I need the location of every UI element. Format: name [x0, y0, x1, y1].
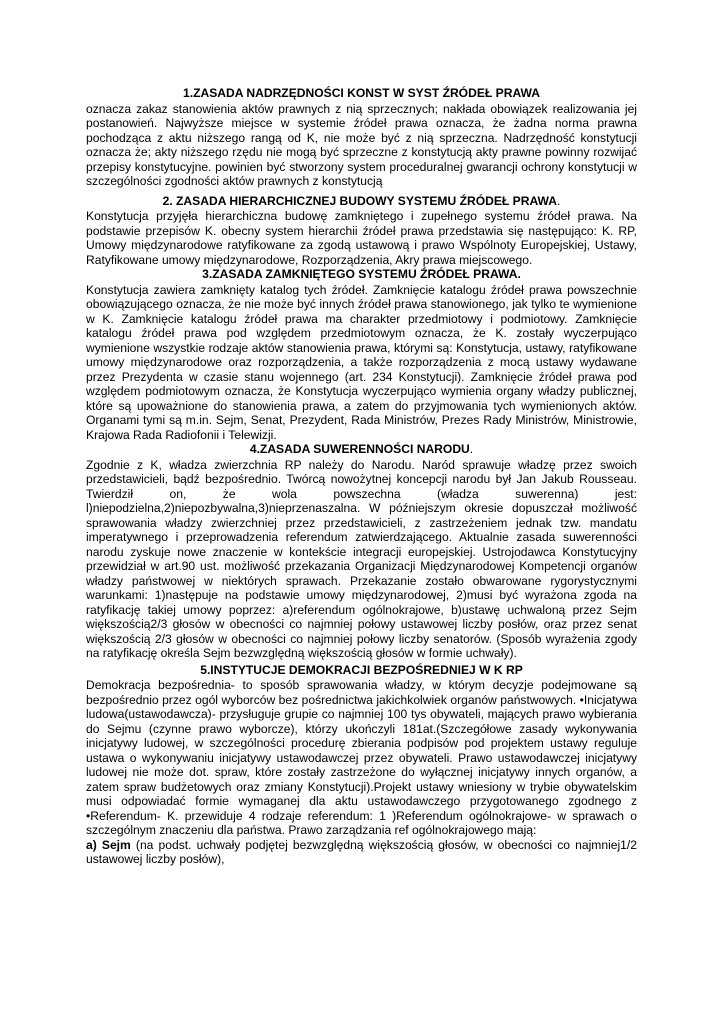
section-4-heading [86, 442, 637, 458]
section-2-paragraph: Konstytucja przyjęła hierarchiczna budowę zamkniętego i zupełnego systemu źródeł prawa. Na podstawie przepisów K. obecny system hierarchii źródeł prawa przedstawia się następująco: K. RP, Umowy międzynarodowe ratyfikowane za zgodą ustawową i prawo Wspólnoty Europejskiej, Ustawy, Ratyfikowane umowy międzynarodowe, Rozporządzenia, Akry prawa miejscowego. [86, 209, 637, 267]
section-5-paragraph: Demokracja bezpośrednia- to sposób sprawowania władzy, w którym decyzje podejmowane są bezpośrednio przez ogól wyborców bez pośrednictwa jakichkolwiek organów państwowych. •Inicjatywa ludowa(ustawodawcza)- przysługuje grupie co najmniej 100 tys obywateli, mających prawo wybierania do Sejmu (czynne prawo wyborcze), którzy ukończyli 181at.(Szczegółowe zasady wykonywania inicjatywy ludowej, w szczególności procedurę zbierania podpisów pod projektem ustawy reguluje ustawa o wykonywaniu inicjatywy ustawodawczej przez obywateli. Prawo ustawodawczej inicjatywy ludowej nie może dot. spraw, które zostały zastrzeżone do wyłącznej inicjatywy innych organów, a zatem spraw budżetowych oraz zmiany Konstytucji).Projekt ustawy wniesiony w trybie obywatelskim musi odpowiadać formie wymaganej dla aktu ustawodawczego przygotowanego zgodnego z •Referendum- K. przewiduje 4 rodzaje referendum: 1 )Referendum ogólnokrajowe- w sprawach o szczególnym znaczeniu dla państwa. Prawo zarządzania ref ogólnokrajowego mają: [86, 678, 637, 837]
section-1-title: 1.ZASADA NADRZĘDNOŚCI KONST W SYST ŹRÓDEŁ PRAWA [182, 86, 540, 100]
section-2-title: 2. ZASADA HIERARCHICZNEJ BUDOWY SYSTEMU ŹRÓDEŁ PRAWA [162, 193, 558, 208]
section-4-title: 4.ZASADA SUWERENNOŚCI NARODU [249, 442, 470, 456]
section-5-list-item [86, 838, 637, 867]
section-3-title: 3.ZASADA ZAMKNIĘTEGO SYSTEMU ŹRÓDEŁ PRAWA. [202, 267, 521, 281]
section-5-title: 5.INSTYTUCJE DEMOKRACJI BEZPOŚREDNIEJ W K RP [200, 662, 523, 677]
section-4-paragraph: Zgodnie z K, władza zwierzchnia RP należy do Narodu. Naród sprawuje władzę przez swoich przedstawicieli, bądź bezpośrednio. Twórcą nowożytnej koncepcji narodu był Jan Jakub Rousseau. Twierdził on, że wola powszechna (władza suwerenna) jest: l)niepodzielna,2)niepozbywalna,3)nieprzenaszalna. W późniejszym okresie dopuszczał możliwość sprawowania władzy zwierzchniej przez przedstawicieli, z zastrzeżeniem jednak tzw. mandatu imperatywnego i przeprowadzenia referendum zatwierdzającego. Aktualnie zasada suwerenności narodu zyskuje nowe znaczenie w kontekście integracji europejskiej. Ustrojodawca Konstytucyjny przewidział w art.90 ust. możliwość przekazania Organizacji Międzynarodowej Kompetencji organów władzy państwowej w niektórych sprawach. Przekazanie zostało obwarowane rygorystycznymi warunkami: 1)następuje na podstawie umowy międzynarodowej, 2)musi być wyrażona zgoda na ratyfikację takiej umowy poprzez: a)referendum ogólnokrajowe, b)ustawę uchwaloną przez Sejm większością2/3 głosów w obecności co najmniej połowy ustawowej liczby posłów, oraz przez senat większością 2/3 głosów w obecności co najmniej połowy liczby senatorów. (Sposób wyrażenia zgody na ratyfikację określa Sejm bezwzględną większością głosów w formie uchwały). [86, 457, 637, 660]
list-item-text: (na podst. uchwały podjętej bezwzględną większością głosów, w obecności co najmniej1/2 ustawowej liczby posłów), [86, 837, 637, 866]
section-3-paragraph: Konstytucja zawiera zamknięty katalog tych źródeł. Zamknięcie katalogu źródeł prawa powszechnie obowiązującego oznacza, że nie może być innych źródeł prawa stanowionego, jak tylko te wymienione w K. Zamknięcie katalogu źródeł prawa ma charakter przedmiotowy i podmiotowy. Zamknięcie katalogu źródeł prawa pod względem przedmiotowym oznacza, że K. zostały wyczerpująco wymienione wszystkie rodzaje aktów stanowienia prawa, którymi są: Konstytucja, ustawy, ratyfikowane umowy międzynarodowe oraz rozporządzenia, a także rozporządzenia z mocą ustawy wydawane przez Prezydenta w czasie stanu wojennego (art. 234 Konstytucji). Zamknięcie źródeł prawa pod względem podmiotowym oznacza, że Konstytucja wyczerpująco wymienia organy władzy publicznej, które są upoważnione do stanowienia prawa, a zatem do przyjmowania tych wymienionych aktów. Organami tymi są m.in. Sejm, Senat, Prezydent, Rada Ministrów, Prezes Rady Ministrów, Ministrowie, Krajowa Rada Radiofonii i Telewizji. [86, 282, 637, 442]
section-1-heading [86, 86, 637, 102]
section-3-heading [86, 267, 637, 283]
list-item-label: a) Sejm [86, 837, 131, 852]
section-5-heading [86, 663, 637, 679]
section-2-title-suffix: . [557, 193, 561, 208]
section-2-heading [86, 194, 637, 210]
section-1-paragraph: oznacza zakaz stanowienia aktów prawnych z nią sprzecznych; nakłada obowiązek realizowania jej postanowień. Najwyższe miejsce w systemie źródeł prawa oznacza, że żadna norma prawna pochodząca z aktu niższego rangą od K, nie może być z nią sprzeczna. Nadrzędność konstytucji oznacza że; akty niższego rzędu nie mogą być sprzeczne z konstytucją akty prawne powinny rozwijać przepisy konstytucyjne. powinien być stworzony system proceduralnej gwarancji ochrony konstytucji w szczególności zgodności aktów prawnych z konstytucją [86, 101, 637, 188]
section-4-title-suffix: . [469, 442, 474, 456]
